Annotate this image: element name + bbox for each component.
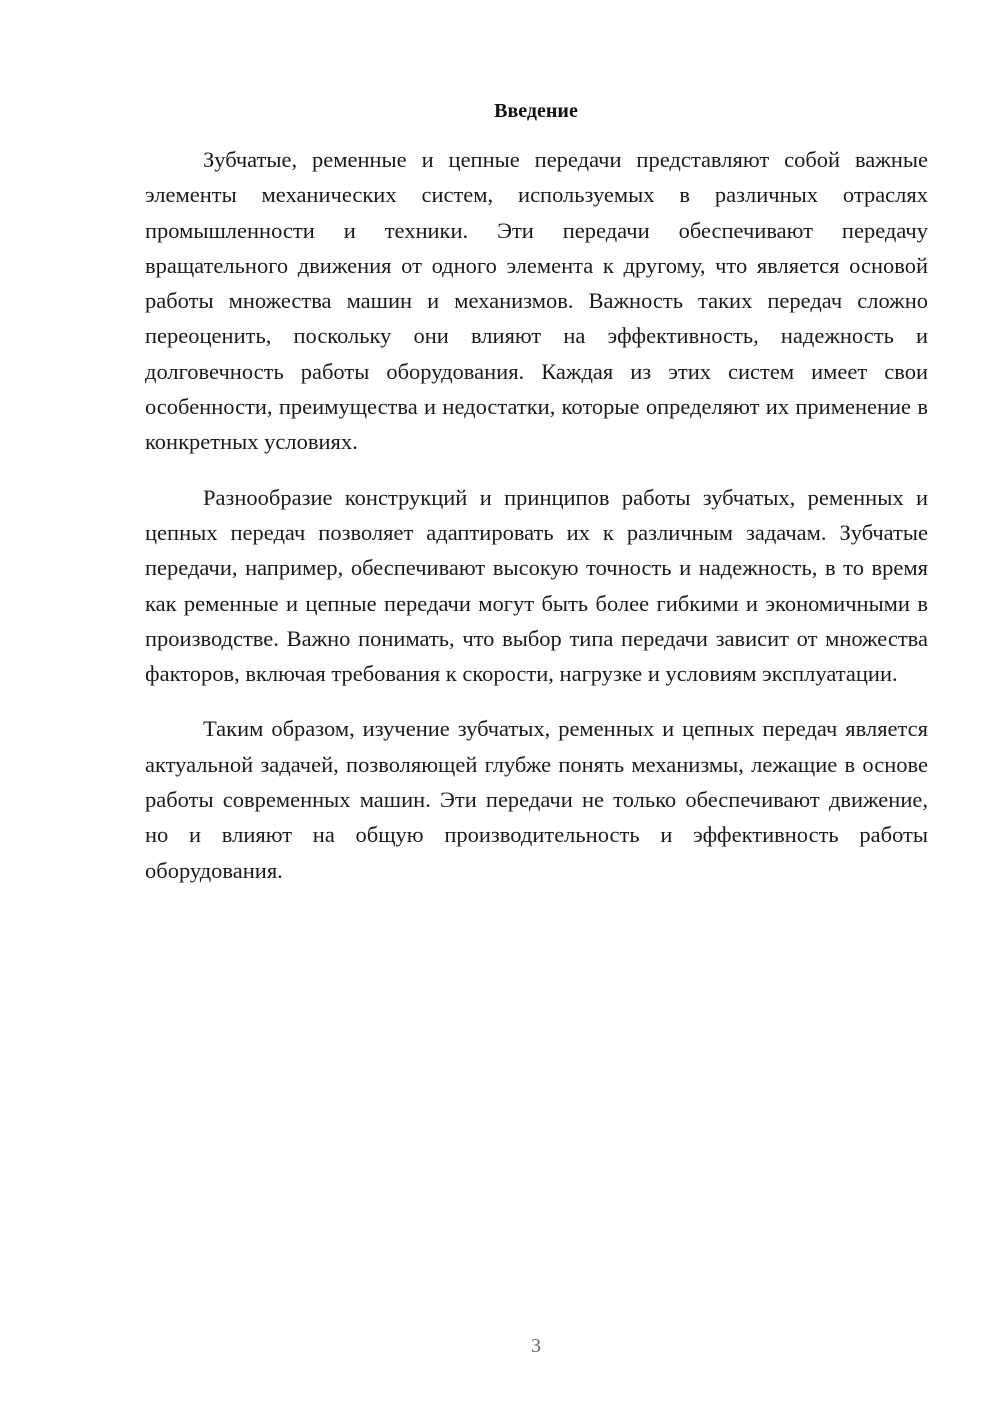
body-text bbox=[145, 142, 928, 908]
page-number: 3 bbox=[531, 1335, 541, 1357]
page-title: Введение bbox=[494, 100, 578, 122]
paragraph-1: Зубчатые, ременные и цепные передачи представляют собой важные элементы механических систем, используемых в различных отраслях промышленности и техники. Эти передачи обеспечивают передачу вращательного движения от одного элемента к другому, что является основой работы множества машин и механизмов. Важность таких передач сложно переоценить, поскольку они влияют на эффективность, надежность и долговечность работы оборудования. Каждая из этих систем имеет свои особенности, преимущества и недостатки, которые определяют их применение в конкретных условиях. bbox=[145, 147, 928, 455]
paragraph-3: Таким образом, изучение зубчатых, ременных и цепных передач является актуальной задачей, позволяющей глубже понять механизмы, лежащие в основе работы современных машин. Эти передачи не только обеспечивают движение, но и влияют на общую производительность и эффективность работы оборудования. bbox=[145, 716, 928, 883]
paragraph-2: Разнообразие конструкций и принципов работы зубчатых, ременных и цепных передач позволяет адаптировать их к различным задачам. Зубчатые передачи, например, обеспечивают высокую точность и надежность, в то время как ременные и цепные передачи могут быть более гибкими и экономичными в производстве. Важно понимать, что выбор типа передачи зависит от множества факторов, включая требования к скорости, нагрузке и условиям эксплуатации. bbox=[145, 484, 928, 687]
